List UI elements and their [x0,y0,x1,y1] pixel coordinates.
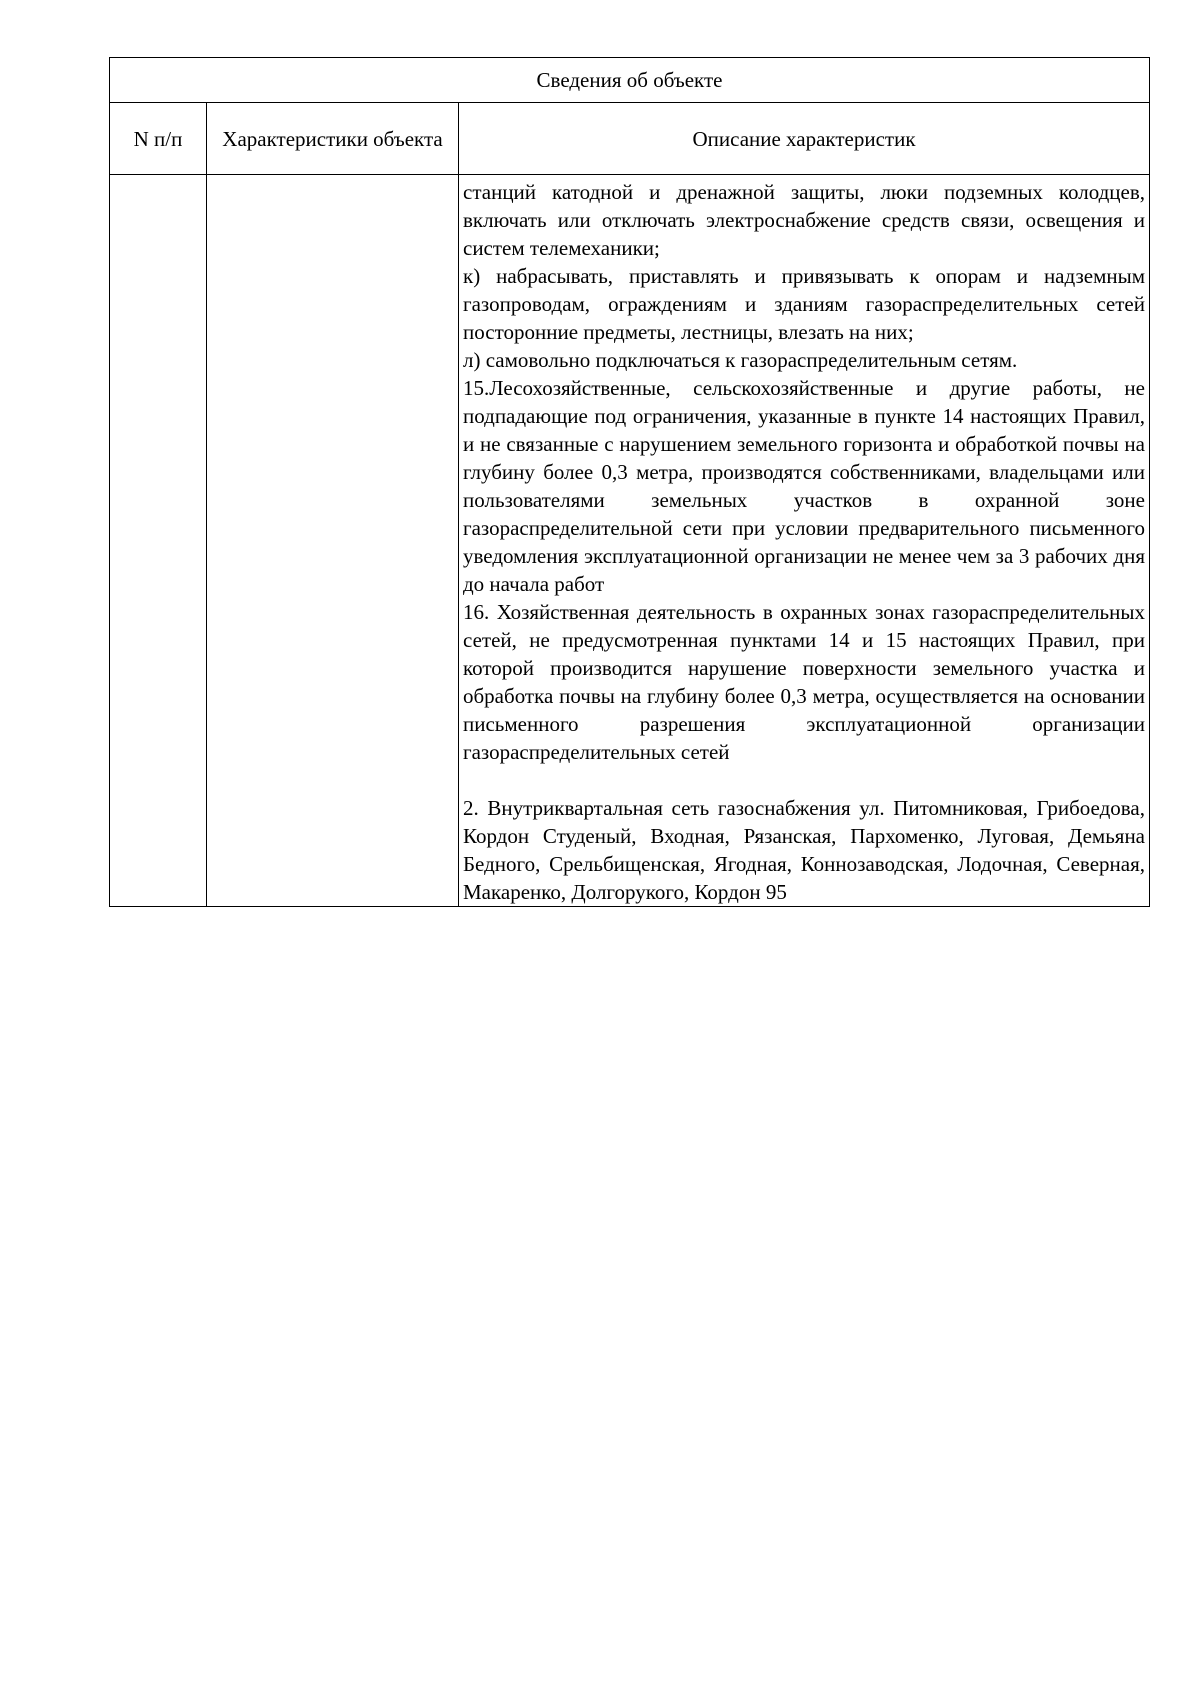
description-paragraph: 15.Лесохозяйственные, сельскохозяйственные и другие работы, не подпадающие под ограничения, указанные в пункте 14 настоящих Правил, и не связанные с нарушением земельного горизонта и обработкой почвы на глубину более 0,3 метра, производятся собственниками, владельцами или пользователями земельных участков в охранной зоне газораспределительной сети при условии предварительного письменного уведомления эксплуатационной организации не менее чем за 3 рабочих дня до начала работ [463,376,1145,596]
description-paragraph: 2. Внутриквартальная сеть газоснабжения ул. Питомниковая, Грибоедова, Кордон Студеный, Входная, Рязанская, Пархоменко, Луговая, Демьяна Бедного, Срельбищенская, Ягодная, Коннозаводская, Лодочная, Северная, Макаренко, Долгорукого, Кордон 95 [463,796,1145,904]
paragraph-spacer [463,766,1145,794]
table-header-row [110,103,1150,175]
description-paragraph: 16. Хозяйственная деятельность в охранных зонах газораспределительных сетей, не предусмотренная пунктами 14 и 15 настоящих Правил, при которой производится нарушение поверхности земельного участка и обработка почвы на глубину более 0,3 метра, осуществляется на основании письменного разрешения эксплуатационной организации газораспределительных сетей [463,600,1145,764]
header-characteristics [207,103,459,175]
row-number-cell [110,175,207,907]
header-number-label: N п/п [133,126,183,151]
table-title: Сведения об объекте [110,58,1150,103]
description-paragraph: л) самовольно подключаться к газораспределительным сетям. [463,348,1018,372]
header-characteristics-label: Характеристики объекта [222,126,443,151]
row-characteristics-cell [207,175,459,907]
description-paragraph: к) набрасывать, приставлять и привязывать к опорам и надземным газопроводам, ограждениям и зданиям газораспределительных сетей посторонние предметы, лестницы, влезать на них; [463,264,1145,344]
header-description [459,103,1150,175]
object-info-table [109,57,1150,907]
header-number [110,103,207,175]
header-description-label: Описание характеристик [692,126,916,151]
row-description-cell [459,175,1150,907]
table-row [110,175,1150,907]
table-title-row [110,58,1150,103]
description-paragraph: станций катодной и дренажной защиты, люки подземных колодцев, включать или отключать электроснабжение средств связи, освещения и систем телемеханики; [463,180,1145,260]
